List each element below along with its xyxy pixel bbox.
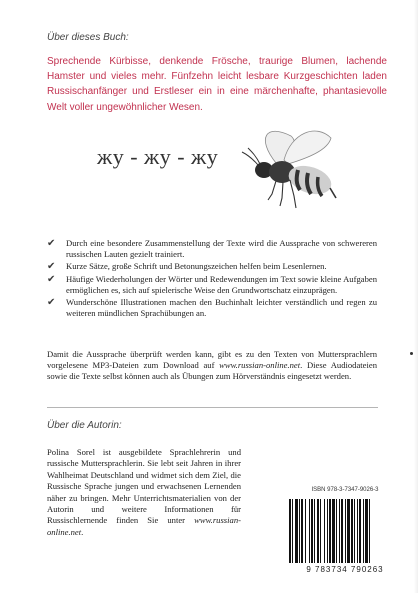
website-link[interactable]: www.russian-online.net	[47, 515, 241, 537]
audio-paragraph: Damit die Aussprache überprüft werden kann, gibt es zu den Texten von Muttersprachlern vorgelesene MP3-Dateien zum Download auf www.russian-online.net. Diese Audiodateien sowie die Texte selbst können auch als Übungen zum Hörverständnis eingesetzt werden.	[47, 349, 377, 382]
list-item: ✔ Kurze Sätze, große Schrift und Betonungszeichen helfen beim Lesenlernen.	[47, 261, 327, 273]
isbn-number: ISBN 978-3-7347-9026-3	[311, 487, 379, 493]
checkmark-icon: ✔	[47, 273, 56, 285]
divider	[47, 407, 378, 408]
feature-list	[47, 238, 377, 320]
checkmark-icon: ✔	[47, 261, 56, 273]
checkmark-icon: ✔	[47, 297, 56, 309]
page-edge	[414, 0, 418, 593]
section-heading-about-book: Über dieses Buch:	[47, 32, 129, 43]
page-mark	[410, 352, 413, 355]
illustration-caption: жу - жу - жу	[97, 144, 219, 169]
isbn-barcode	[281, 487, 409, 584]
author-paragraph: Polina Sorel ist ausgebildete Sprachlehrerin und russische Muttersprachlerin. Sie lebt seit Jahren in ihrer Wahlheimat Deutschland und widmet sich dem Ziel, die Russische Sprache jungen und erwachsenen Lernenden näher zu bringen. Mehr Unterrichtsmaterialien von der Autorin und weitere Informationen für Russischlernende finden Sie unter www.russian-online.net.	[47, 447, 241, 537]
list-item: ✔ Wunderschöne Illustrationen machen den Buchinhalt leichter verständlich und regen zu weiteren mündlichen Sprachübungen an.	[47, 297, 377, 319]
checkmark-icon: ✔	[47, 238, 56, 249]
intro-paragraph: Sprechende Kürbisse, denkende Frösche, traurige Blumen, lachende Hamster und vieles mehr. Fünfzehn leicht lesbare Kurzgeschichten laden Russischanfänger und Erstleser ein in eine märchenhafte, phantasievolle Welt voller ungewöhnlicher Wesen.	[47, 56, 387, 113]
section-heading-about-author: Über die Autorin:	[47, 420, 122, 431]
website-link[interactable]: www.russian-online.net	[219, 360, 301, 371]
barcode-digits: 9 783734 790263	[306, 565, 384, 574]
list-item: ✔ Durch eine besondere Zusammenstellung der Texte wird die Aussprache von schwereren russischen Lauten gezielt trainiert.	[47, 238, 377, 260]
bee-icon	[236, 118, 356, 218]
barcode-icon	[285, 499, 405, 565]
list-item: ✔ Häufige Wiederholungen der Wörter und Redewendungen im Text sowie kleine Aufgaben ermöglichen es, sich auf spielerische Weise den Grundwortschatz einzuprägen.	[47, 273, 377, 295]
